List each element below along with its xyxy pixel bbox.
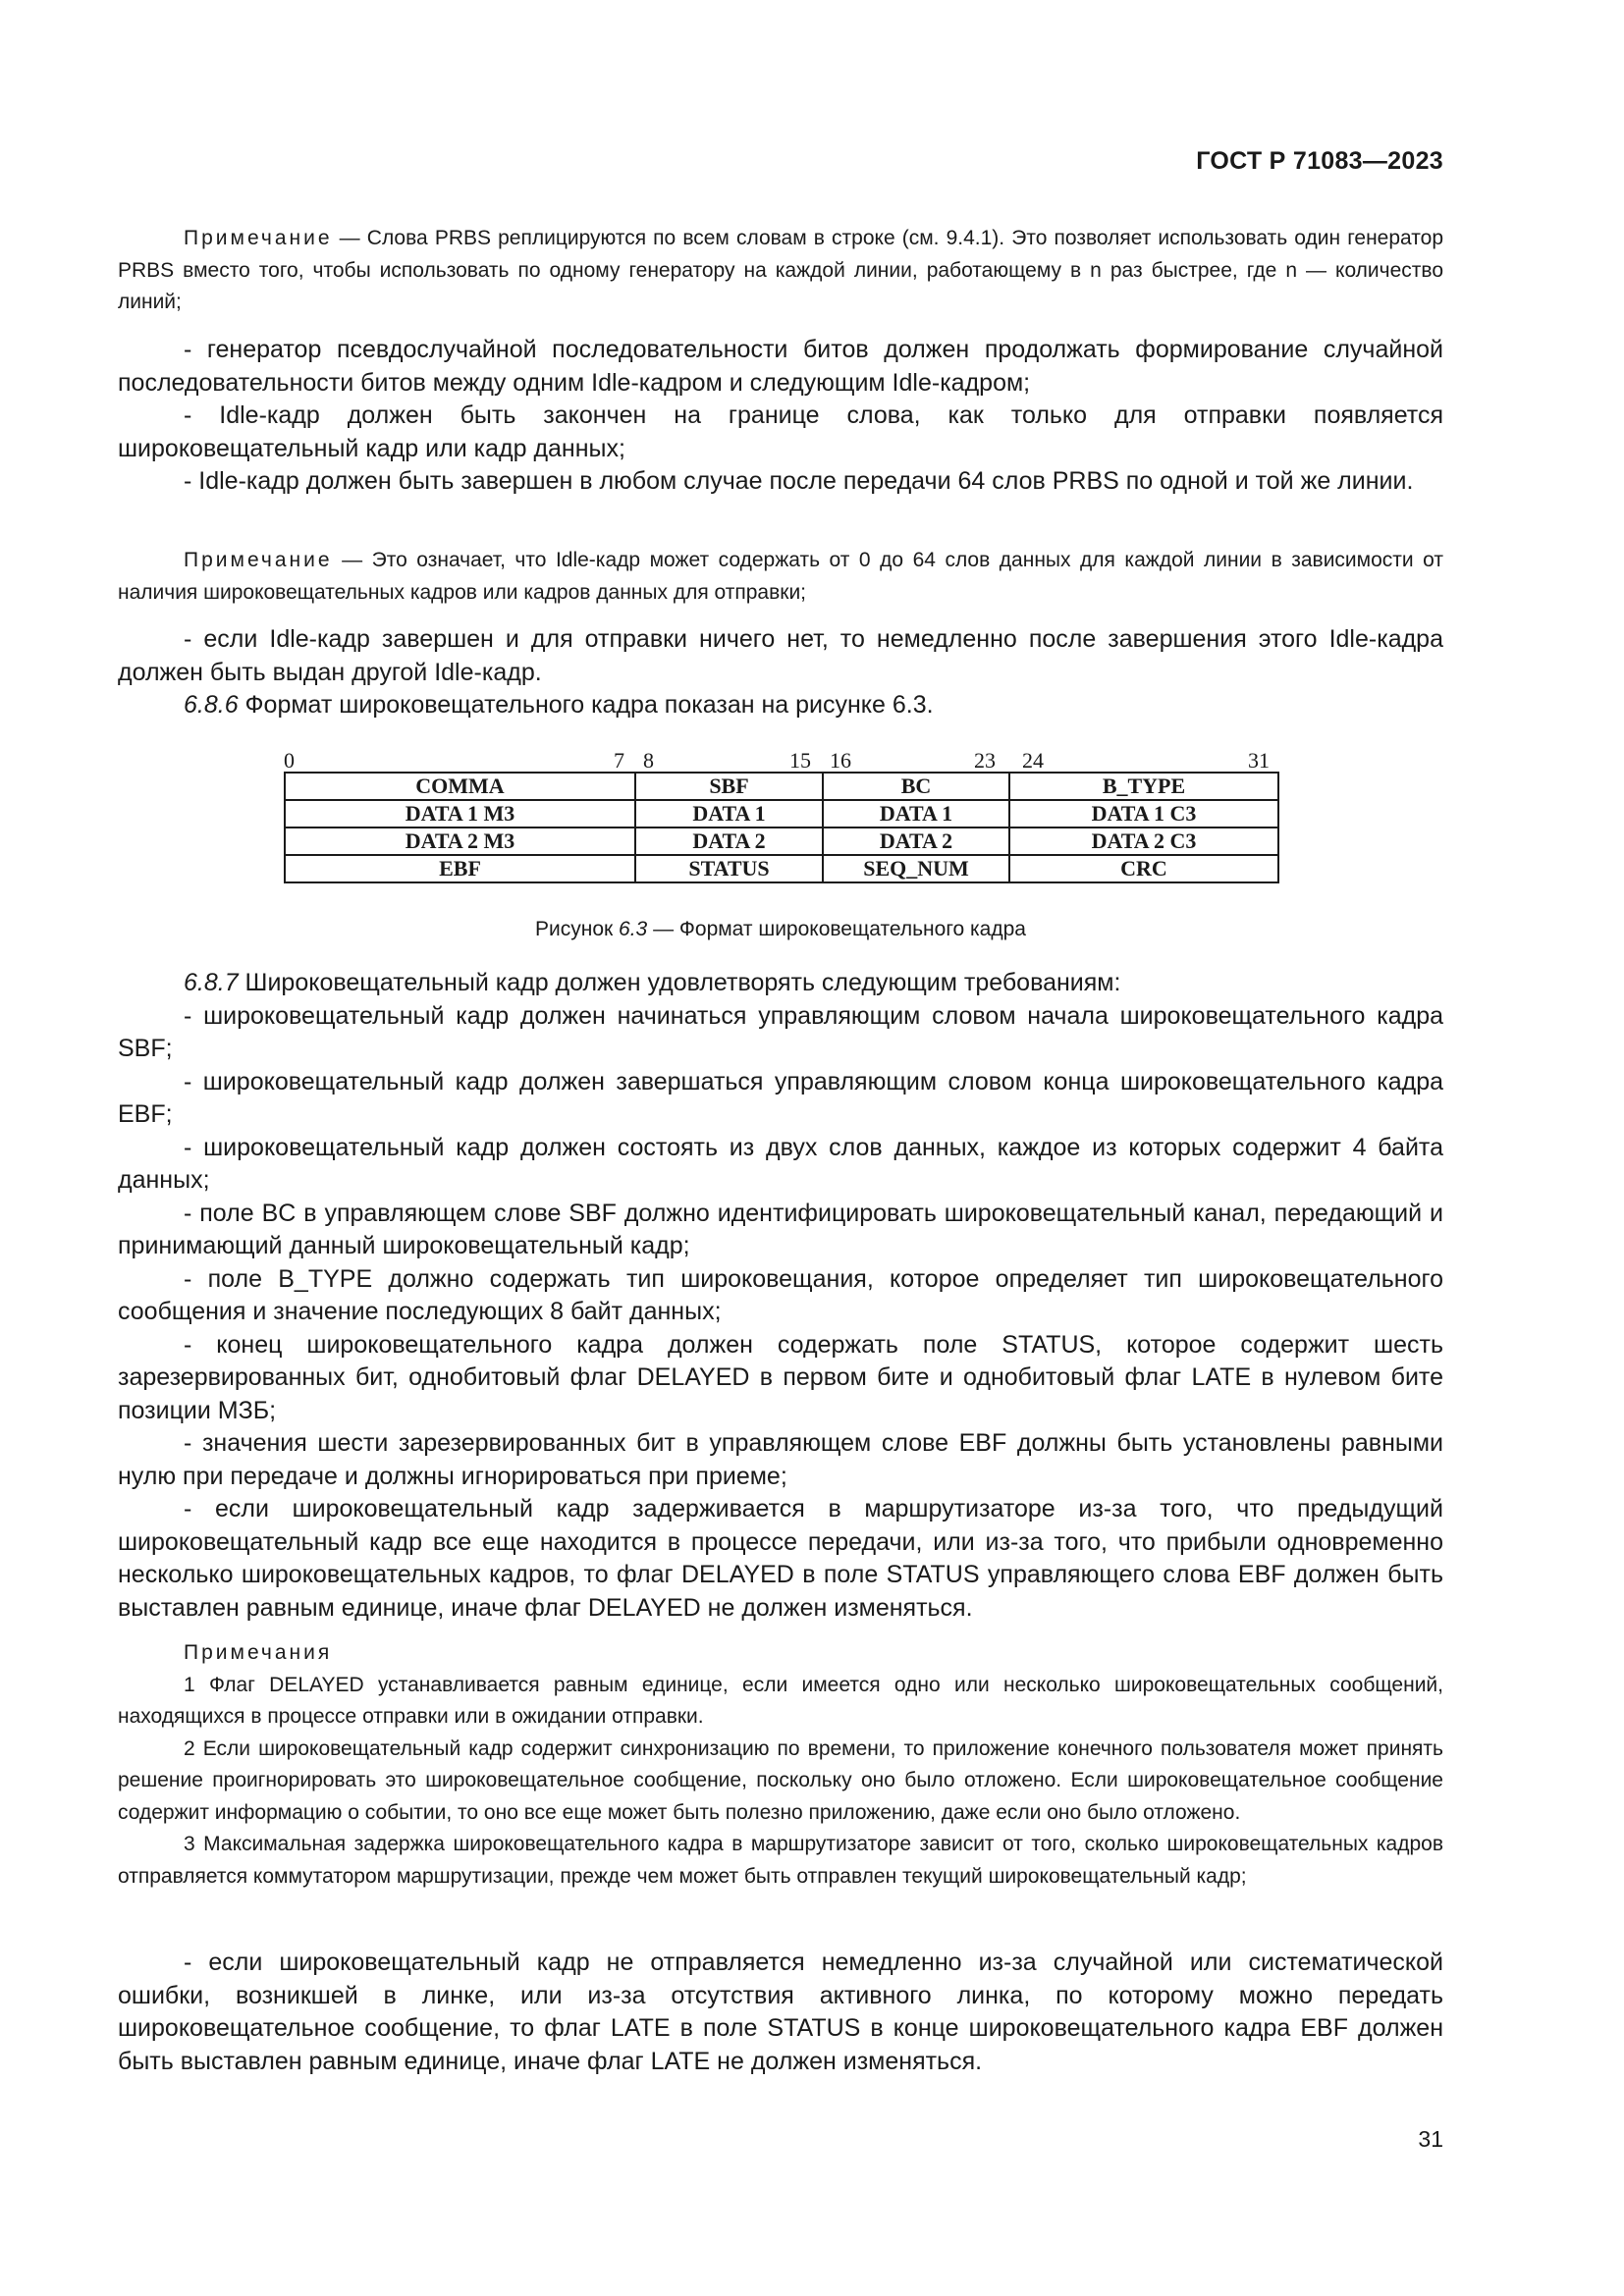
note-text: — Слова PRBS реплицируются по всем словам в строке (см. 9.4.1). Это позволяет использовать один генератор PRBS вместо того, чтобы использовать по одному генератору на каждой линии, работающему в n раз быстрее, где n — количество линий; (118, 227, 1443, 313)
table-cell: DATA 2 (823, 828, 1009, 855)
list-item: - поле B_TYPE должно содержать тип широковещания, которое определяет тип широковещательного сообщения и значение последующих 8 байт данных; (118, 1264, 1443, 1325)
bit-label: 8 (643, 748, 654, 773)
table-cell: CRC (1009, 855, 1278, 882)
bit-label: 31 (1248, 748, 1270, 773)
list-idle-requirements (118, 334, 1443, 499)
page-number: 31 (1418, 2126, 1443, 2152)
table-cell: B_TYPE (1009, 773, 1278, 800)
document-header: ГОСТ Р 71083—2023 (1196, 147, 1443, 175)
list-item: - поле BC в управляющем слове SBF должно идентифицировать широковещательный канал, передающий и принимающий данный широковещательный кадр; (118, 1199, 1443, 1259)
bit-label: 0 (284, 748, 295, 773)
table-cell: DATA 1 C3 (1009, 800, 1278, 828)
table-row (285, 828, 1278, 855)
list-item: - если широковещательный кадр не отправляется немедленно из-за случайной или систематической ошибки, возникшей в линке, или из-за отсутствия активного линка, по которому можно передать широковещательное сообщение, то флаг LATE в поле STATUS в конце широковещательного кадра EBF должен быть выставлен равным единице, иначе флаг LATE не должен изменяться. (118, 1949, 1443, 2075)
table-cell: DATA 2 (635, 828, 823, 855)
table-cell: DATA 1 (635, 800, 823, 828)
table-cell: DATA 1 (823, 800, 1009, 828)
bit-label: 16 (830, 748, 851, 773)
note-label: Примечание (184, 227, 333, 249)
clause-number: 6.8.7 (184, 969, 239, 996)
table-cell: DATA 1 M3 (285, 800, 635, 828)
table-cell: EBF (285, 855, 635, 882)
broadcast-requirements (118, 967, 1443, 1625)
table-cell: DATA 2 C3 (1009, 828, 1278, 855)
list-item: - Idle-кадр должен быть закончен на границе слова, как только для отправки появляется широковещательный кадр или кадр данных; (118, 401, 1443, 462)
clause-6-8-7 (118, 967, 1443, 1000)
broadcast-frame-figure (284, 748, 1277, 883)
note-item: 2 Если широковещательный кадр содержит синхронизацию по времени, то приложение конечного пользователя может принять решение проигнорировать это широковещательное сообщение, поскольку оно было отложено. Если широковещательное сообщение содержит информацию о событии, то оно все еще может быть полезно приложению, даже если оно было отложено. (118, 1736, 1443, 1824)
table-cell: BC (823, 773, 1009, 800)
list-item: - значения шести зарезервированных бит в управляющем слове EBF должны быть установлены равными нулю при передаче и должны игнорироваться при приеме; (118, 1429, 1443, 1490)
note-text: — Это означает, что Idle-кадр может содержать от 0 до 64 слов данных для каждой линии в зависимости от наличия широковещательных кадров или кадров данных для отправки; (118, 549, 1443, 604)
list-item: - широковещательный кадр должен начинаться управляющим словом начала широковещательного кадра SBF; (118, 1001, 1443, 1062)
list-item: - широковещательный кадр должен завершаться управляющим словом конца широковещательного кадра EBF; (118, 1067, 1443, 1128)
table-row (285, 800, 1278, 828)
list-item: - конец широковещательного кадра должен содержать поле STATUS, которое содержит шесть зарезервированных бит, однобитовый флаг DELAYED в первом бите и однобитовый флаг LATE в нулевом бите позиции МЗБ; (118, 1330, 1443, 1424)
figure-caption: Рисунок 6.3 — Формат широковещательного кадра (535, 918, 1026, 940)
clause-text: Широковещательный кадр должен удовлетворять следующим требованиям: (238, 969, 1121, 996)
table-row (285, 855, 1278, 882)
note-idle-words (118, 545, 1443, 609)
clause-6-8-6 (118, 689, 1443, 722)
clause-number: 6.8.6 (184, 691, 239, 719)
table-cell: SEQ_NUM (823, 855, 1009, 882)
note-label: Примечание (184, 549, 333, 571)
list-item: - Idle-кадр должен быть завершен в любом случае после передачи 64 слов PRBS по одной и той же линии. (184, 467, 1414, 495)
clause-text: Формат широковещательного кадра показан на рисунке 6.3. (238, 691, 934, 719)
list-late-flag (118, 1947, 1443, 2078)
note-prbs (118, 223, 1443, 319)
table-cell: STATUS (635, 855, 823, 882)
frame-format-table (284, 772, 1279, 883)
notes-delayed (118, 1637, 1443, 1893)
table-cell: SBF (635, 773, 823, 800)
list-idle-followup (118, 623, 1443, 722)
bit-label: 23 (974, 748, 996, 773)
note-item: 3 Максимальная задержка широковещательного кадра в маршрутизаторе зависит от того, сколько широковещательных кадров отправляется коммутатором маршрутизации, прежде чем может быть отправлен текущий широковещательный кадр; (118, 1833, 1443, 1888)
list-item: - если широковещательный кадр задерживается в маршрутизаторе из-за того, что предыдущий широковещательный кадр все еще находится в процессе передачи, или из-за того, что прибыли одновременно несколько широковещательных кадров, то флаг DELAYED в поле STATUS управляющего слова EBF должен быть выставлен равным единице, иначе флаг DELAYED не должен изменяться. (118, 1495, 1443, 1622)
list-item: - широковещательный кадр должен состоять из двух слов данных, каждое из которых содержит 4 байта данных; (118, 1133, 1443, 1194)
bit-label: 24 (1022, 748, 1044, 773)
list-item: - генератор псевдослучайной последовательности битов должен продолжать формирование случайной последовательности битов между одним Idle-кадром и следующим Idle-кадром; (118, 336, 1443, 397)
table-cell: COMMA (285, 773, 635, 800)
note-item: 1 Флаг DELAYED устанавливается равным единице, если имеется одно или несколько широковещательных сообщений, находящихся в процессе отправки или в ожидании отправки. (118, 1673, 1443, 1728)
figure-number: 6.3 (619, 918, 648, 940)
table-cell: DATA 2 M3 (285, 828, 635, 855)
notes-label: Примечания (184, 1641, 333, 1664)
bit-label: 7 (614, 748, 624, 773)
bit-index-row (284, 748, 1277, 772)
table-row (285, 773, 1278, 800)
list-item: - если Idle-кадр завершен и для отправки ничего нет, то немедленно после завершения этого Idle-кадра должен быть выдан другой Idle-кадр. (118, 625, 1443, 686)
bit-label: 15 (789, 748, 811, 773)
